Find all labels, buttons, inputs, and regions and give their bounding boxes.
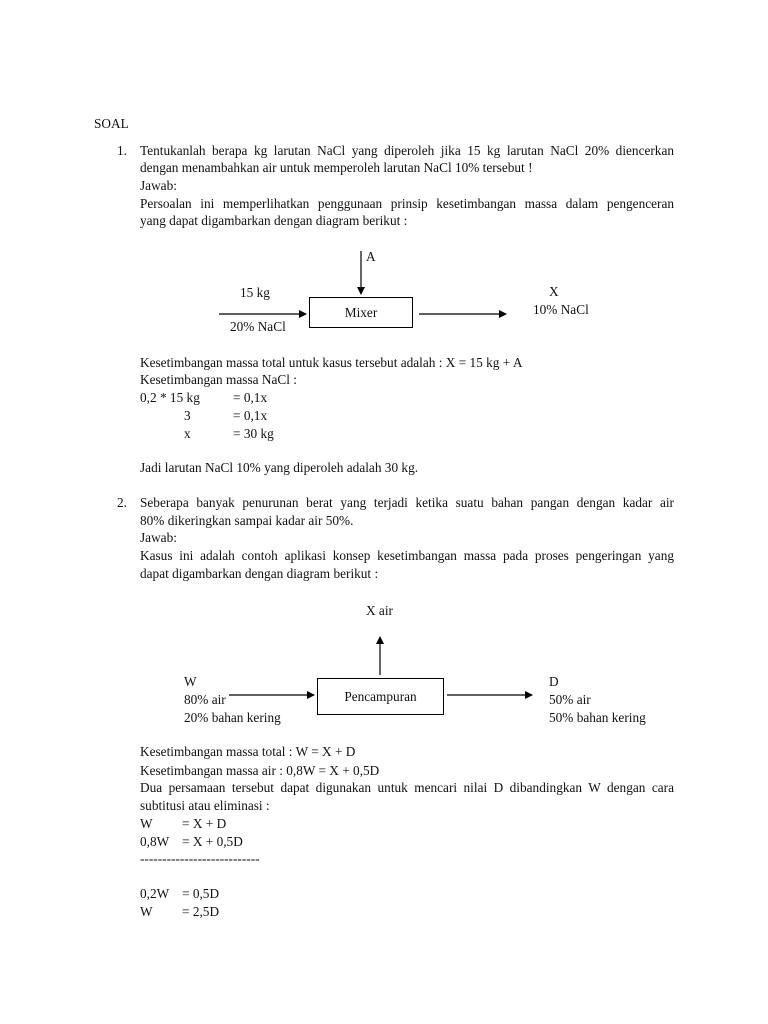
q1-eq-nacl-title: Kesetimbangan massa NaCl :	[140, 372, 297, 387]
q1-eq-total: Kesetimbangan massa total untuk kasus tersebut adalah : X = 15 kg + A	[140, 355, 523, 370]
q2-result-lhs-2: W	[140, 904, 153, 919]
page-heading: SOAL	[94, 116, 129, 131]
q1-question-line1: Tentukanlah berapa kg larutan NaCl yang diperoleh jika 15 kg larutan NaCl 20% diencerkan	[140, 143, 674, 158]
q2-separator: ---------------------------	[140, 851, 260, 866]
q2-system-rhs-2: = X + 0,5D	[182, 834, 243, 849]
q2-system-lhs-2: 0,8W	[140, 834, 170, 849]
q1-conclusion: Jadi larutan NaCl 10% yang diperoleh adalah 30 kg.	[140, 460, 419, 475]
q2-intro-line2: dapat digambarkan dengan diagram berikut :	[140, 566, 379, 581]
q1-diagram-output-label: X	[549, 284, 559, 299]
q1-answer-label: Jawab:	[140, 178, 177, 193]
q2-system-rhs-1: = X + D	[182, 816, 227, 831]
q1-calc-rhs-3: = 30 kg	[233, 426, 274, 441]
q2-diagram-output-label: D	[549, 674, 559, 689]
q2-diagram-output-water: 50% air	[549, 692, 591, 707]
q1-diagram-input-conc: 20% NaCl	[230, 319, 286, 334]
q2-number: 2.	[117, 495, 127, 510]
q2-result-rhs-1: = 0,5D	[182, 886, 220, 901]
q2-explain-line1: Dua persamaan tersebut dapat digunakan untuk mencari nilai D dibandingkan W dengan cara	[140, 780, 674, 795]
q1-diagram-output-conc: 10% NaCl	[533, 302, 589, 317]
q1-intro-line1: Persoalan ini memperlihatkan penggunaan prinsip kesetimbangan massa dalam pengenceran	[140, 196, 674, 211]
q1-mixer-label: Mixer	[344, 305, 378, 320]
q2-eq-water: Kesetimbangan massa air : 0,8W = X + 0,5D	[140, 763, 380, 778]
q2-result-rhs-2: = 2,5D	[182, 904, 220, 919]
q1-diagram-input-mass: 15 kg	[240, 285, 270, 300]
q1-question-line2: dengan menambahkan air untuk memperoleh larutan NaCl 10% tersebut !	[140, 160, 533, 175]
q2-diagram-input-dry: 20% bahan kering	[184, 710, 281, 725]
q1-calc-lhs-3: x	[184, 426, 191, 441]
q2-diagram-input-water: 80% air	[184, 692, 226, 707]
q1-calc-rhs-2: = 0,1x	[233, 408, 268, 423]
q2-intro-line1: Kasus ini adalah contoh aplikasi konsep kesetimbangan massa pada proses pengeringan yang	[140, 548, 674, 563]
q1-calc-lhs-2: 3	[184, 408, 191, 423]
q2-question-line2: 80% dikeringkan sampai kadar air 50%.	[140, 513, 354, 528]
q2-diagram-input-label: W	[184, 674, 197, 689]
q2-pencampuran-label: Pencampuran	[344, 689, 417, 704]
q2-system-lhs-1: W	[140, 816, 153, 831]
q2-question-line1: Seberapa banyak penurunan berat yang terjadi ketika suatu bahan pangan dengan kadar air	[140, 495, 674, 510]
q1-calc-lhs-1: 0,2 * 15 kg	[140, 390, 200, 405]
q2-diagram-output-dry: 50% bahan kering	[549, 710, 646, 725]
q1-intro-line2: yang dapat digambarkan dengan diagram berikut :	[140, 213, 408, 228]
q1-number: 1.	[117, 143, 127, 158]
q2-result-lhs-1: 0,2W	[140, 886, 170, 901]
q2-diagram-top-label: X air	[366, 603, 393, 618]
q2-eq-total: Kesetimbangan massa total : W = X + D	[140, 744, 356, 759]
q2-explain-line2: subtitusi atau eliminasi :	[140, 798, 270, 813]
q1-diagram-input-top-label: A	[366, 249, 376, 264]
q2-answer-label: Jawab:	[140, 530, 177, 545]
q1-calc-rhs-1: = 0,1x	[233, 390, 268, 405]
